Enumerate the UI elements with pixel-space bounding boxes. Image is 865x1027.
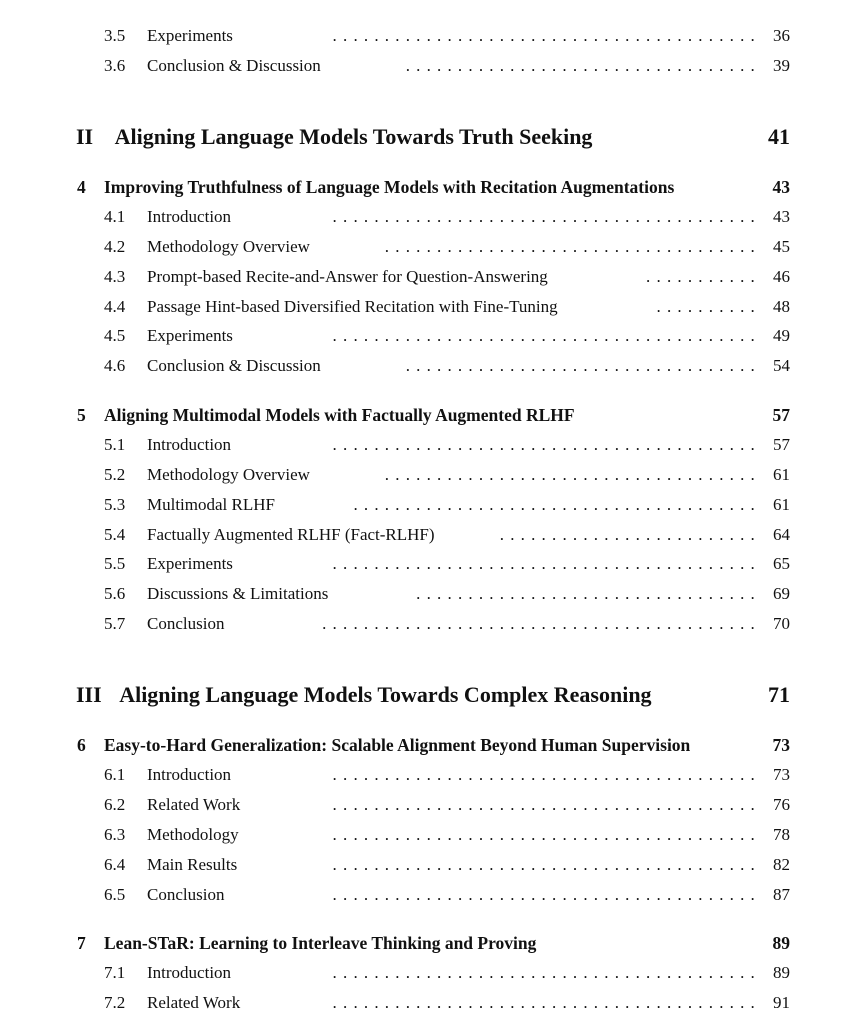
page-number: 71 — [768, 682, 790, 707]
section-number: 5.3 — [104, 495, 126, 514]
part-title: Aligning Language Models Towards Complex Reasoning — [119, 682, 652, 707]
section-number: 5.2 — [104, 465, 126, 484]
leader-dots: ......................................... — [332, 885, 761, 904]
section-number: 3.6 — [104, 56, 126, 75]
section-title: Multimodal RLHF — [147, 495, 275, 514]
section-title: Experiments — [147, 554, 233, 573]
section-title: Discussions & Limitations — [147, 584, 329, 603]
page-number: 64 — [773, 525, 790, 544]
page-number: 73 — [772, 735, 790, 755]
page-number: 78 — [773, 825, 790, 844]
chapter-title: Lean-STaR: Learning to Interleave Thinking and Proving — [104, 933, 537, 953]
chapter-number: 5 — [77, 405, 86, 425]
page-number: 45 — [773, 237, 790, 256]
section-title: Introduction — [147, 207, 232, 226]
leader-dots: .......................................... — [322, 614, 761, 633]
part-numeral: II — [76, 124, 94, 149]
leader-dots: .................................... — [384, 465, 761, 484]
section-title: Conclusion & Discussion — [147, 56, 321, 75]
leader-dots: ......................................... — [332, 765, 761, 784]
section-title: Conclusion — [147, 885, 225, 904]
section-title: Methodology Overview — [147, 237, 310, 256]
page-number: 89 — [772, 933, 790, 953]
leader-dots: .......... — [656, 297, 761, 316]
section-title: Related Work — [147, 795, 241, 814]
leader-dots: .................................... — [384, 237, 761, 256]
section-number: 4.3 — [104, 267, 126, 286]
section-number: 6.4 — [104, 855, 126, 874]
section-number: 5.6 — [104, 584, 126, 603]
page-number: 89 — [773, 963, 790, 982]
section-title: Methodology — [147, 825, 239, 844]
section-number: 6.2 — [104, 795, 126, 814]
section-title: Main Results — [147, 855, 238, 874]
page-number: 57 — [773, 435, 790, 454]
chapter-number: 6 — [77, 735, 86, 755]
page-number: 46 — [773, 267, 790, 286]
leader-dots: ......................................... — [332, 435, 761, 454]
section-title: Methodology Overview — [147, 465, 310, 484]
section-title: Factually Augmented RLHF (Fact-RLHF) — [147, 525, 435, 544]
chapter-title: Improving Truthfulness of Language Models with Recitation Augmentations — [104, 177, 675, 197]
page-number: 65 — [773, 554, 790, 573]
page-number: 61 — [773, 465, 790, 484]
chapter-title: Easy-to-Hard Generalization: Scalable Alignment Beyond Human Supervision — [104, 735, 691, 755]
page-number: 87 — [773, 885, 790, 904]
section-number: 5.7 — [104, 614, 126, 633]
leader-dots: .................................. — [405, 56, 761, 75]
section-number: 5.4 — [104, 525, 126, 544]
section-number: 4.5 — [104, 326, 126, 345]
leader-dots: ......................................... — [332, 855, 761, 874]
section-number: 6.5 — [104, 885, 126, 904]
section-number: 6.1 — [104, 765, 126, 784]
page-number: 43 — [773, 207, 790, 226]
leader-dots: ......................... — [499, 525, 761, 544]
leader-dots: ......................................... — [332, 554, 761, 573]
page-number: 91 — [773, 993, 790, 1012]
chapter-number: 7 — [77, 933, 86, 953]
page-number: 76 — [773, 795, 790, 814]
leader-dots: ......................................... — [332, 326, 761, 345]
leader-dots: ......................................... — [332, 993, 761, 1012]
section-number: 6.3 — [104, 825, 126, 844]
leader-dots: ........... — [646, 267, 761, 286]
leader-dots: ................................. — [416, 584, 761, 603]
page-number: 54 — [773, 356, 790, 375]
leader-dots: ......................................... — [332, 207, 761, 226]
section-title: Introduction — [147, 435, 232, 454]
section-number: 4.1 — [104, 207, 126, 226]
section-title: Introduction — [147, 765, 232, 784]
section-title: Introduction — [147, 963, 232, 982]
chapter-number: 4 — [77, 177, 86, 197]
page-number: 73 — [773, 765, 790, 784]
leader-dots: ....................................... — [353, 495, 761, 514]
section-title: Conclusion — [147, 614, 225, 633]
page-number: 69 — [773, 584, 790, 603]
part-number — [76, 682, 652, 708]
page-number: 57 — [772, 405, 790, 425]
page-number: 36 — [773, 26, 790, 45]
section-title: Related Work — [147, 993, 241, 1012]
section-number: 5.5 — [104, 554, 126, 573]
section-title: Experiments — [147, 326, 233, 345]
section-number: 5.1 — [104, 435, 126, 454]
page-number: 48 — [773, 297, 790, 316]
section-number: 3.5 — [104, 26, 126, 45]
section-number: 4.6 — [104, 356, 126, 375]
page-number: 70 — [773, 614, 790, 633]
page-number: 49 — [773, 326, 790, 345]
section-number: 7.1 — [104, 963, 126, 982]
section-title: Experiments — [147, 26, 233, 45]
chapter-title: Aligning Multimodal Models with Factually Augmented RLHF — [104, 405, 575, 425]
section-number: 4.2 — [104, 237, 126, 256]
part-title: Aligning Language Models Towards Truth Seeking — [114, 124, 593, 149]
part-numeral: III — [76, 682, 102, 707]
leader-dots: ......................................... — [332, 825, 761, 844]
section-number: 7.2 — [104, 993, 126, 1012]
section-title: Prompt-based Recite-and-Answer for Question-Answering — [147, 267, 548, 286]
page-number: 41 — [768, 124, 790, 149]
page-number: 39 — [773, 56, 790, 75]
leader-dots: .................................. — [405, 356, 761, 375]
section-title: Conclusion & Discussion — [147, 356, 321, 375]
page-number: 82 — [773, 855, 790, 874]
part-number — [76, 124, 592, 150]
leader-dots: ......................................... — [332, 963, 761, 982]
page-number: 43 — [772, 177, 790, 197]
leader-dots: ......................................... — [332, 795, 761, 814]
section-number: 4.4 — [104, 297, 126, 316]
leader-dots: ......................................... — [332, 26, 761, 45]
page-number: 61 — [773, 495, 790, 514]
section-title: Passage Hint-based Diversified Recitation with Fine-Tuning — [147, 297, 558, 316]
